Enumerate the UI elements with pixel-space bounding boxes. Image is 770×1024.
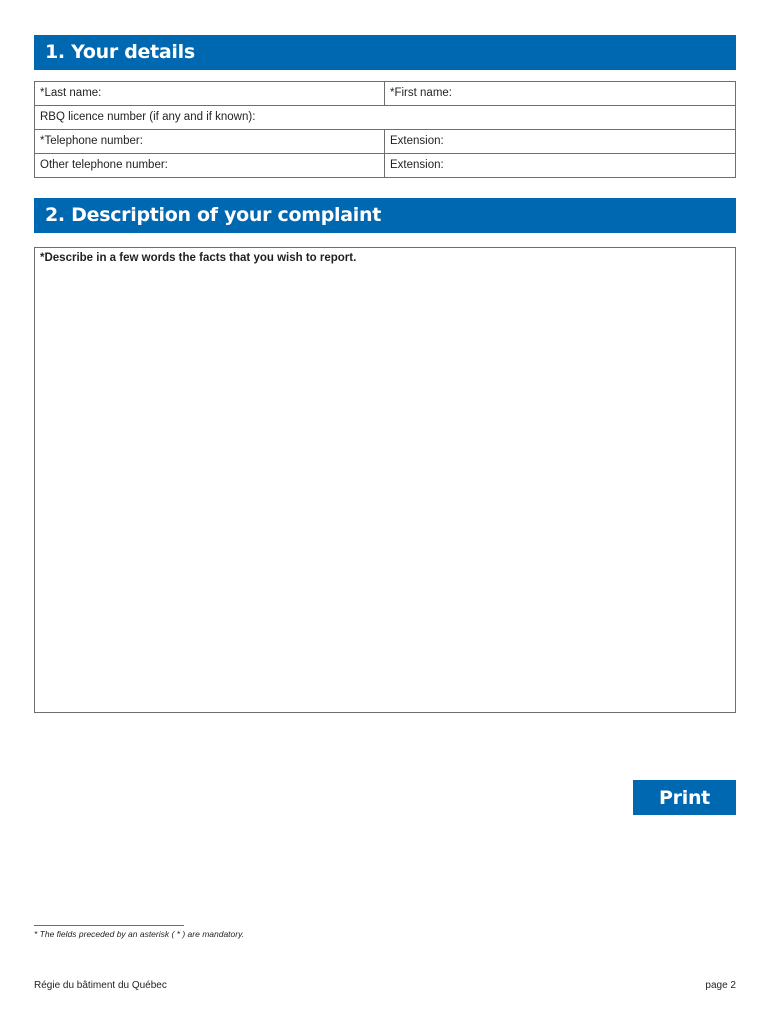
section-header-complaint-description: 2. Description of your complaint	[34, 198, 736, 233]
first-name-field[interactable]: *First name:	[390, 87, 452, 99]
table-row	[35, 105, 735, 129]
telephone-extension-field[interactable]: Extension:	[390, 135, 444, 147]
rbq-licence-field[interactable]: RBQ licence number (if any and if known):	[40, 111, 256, 123]
complaint-description-field[interactable]	[34, 247, 736, 713]
last-name-field[interactable]: *Last name:	[35, 82, 385, 105]
mandatory-fields-footnote: * The fields preceded by an asterisk ( * ) are mandatory.	[34, 929, 245, 939]
footer-organization: Régie du bâtiment du Québec	[34, 980, 167, 991]
table-row	[35, 82, 735, 105]
table-row	[35, 129, 735, 153]
telephone-field[interactable]: *Telephone number:	[35, 130, 385, 153]
table-row	[35, 153, 735, 177]
your-details-table	[34, 81, 736, 178]
section-header-your-details: 1. Your details	[34, 35, 736, 70]
complaint-description-label: *Describe in a few words the facts that you wish to report.	[40, 252, 357, 264]
other-telephone-field[interactable]: Other telephone number:	[35, 154, 385, 177]
other-extension-field[interactable]: Extension:	[390, 159, 444, 171]
footnote-divider	[34, 925, 184, 926]
print-button[interactable]: Print	[633, 780, 736, 815]
page-number: page 2	[705, 980, 736, 991]
